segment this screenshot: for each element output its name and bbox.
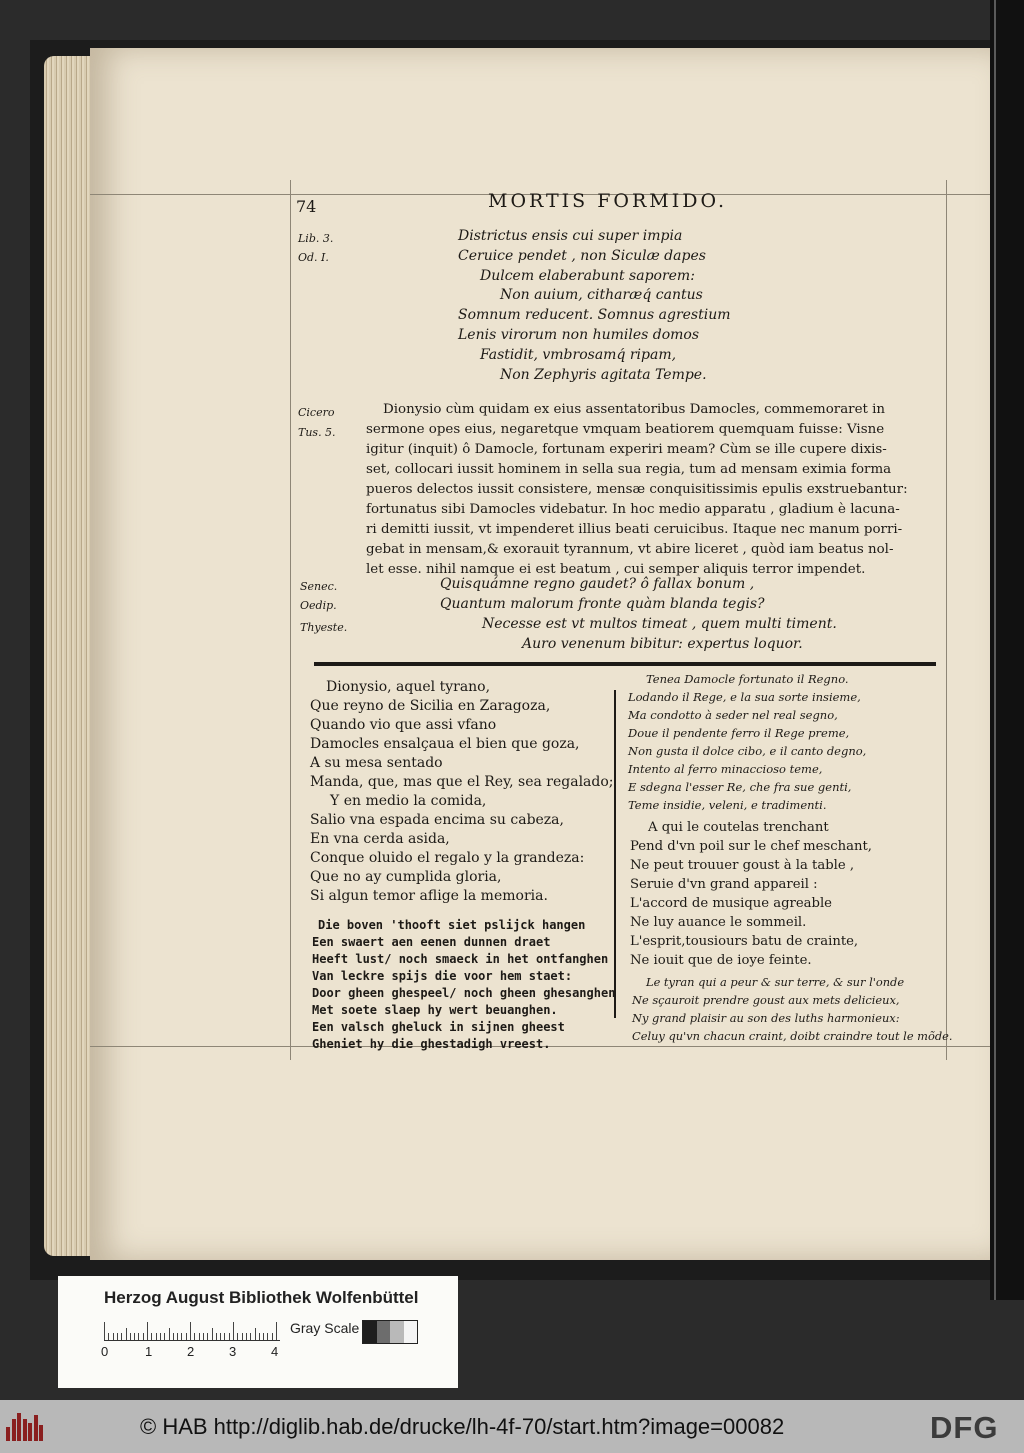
margin-note: Cicero <box>298 406 335 419</box>
ruler-tick <box>164 1333 165 1340</box>
french-quatrain-line: Le tyran qui a peur & sur terre, & sur l'onde <box>646 975 905 989</box>
logo-bar <box>28 1423 32 1441</box>
verse-line: Dulcem elaberabunt saporem: <box>480 268 695 284</box>
ruler-tick <box>181 1333 182 1340</box>
ruler-tick <box>156 1333 157 1340</box>
dutch-line: Die boven 'thooft siet pslijck hangen <box>318 918 586 932</box>
ruler-tick <box>233 1322 234 1340</box>
scanner-edge <box>990 0 1024 1300</box>
ruler-tick <box>104 1322 105 1340</box>
ruler-tick <box>250 1333 251 1340</box>
french-line: Seruie d'vn grand appareil : <box>630 877 818 892</box>
verse-line: Districtus ensis cui super impia <box>458 228 683 244</box>
prose-line: Dionysio cùm quidam ex eius assentatoribus Damocles, commemoraret in <box>383 402 886 417</box>
page-number: 74 <box>296 197 317 216</box>
ruler-tick <box>263 1333 264 1340</box>
scale-number: 1 <box>145 1344 153 1359</box>
logo-bar <box>39 1425 43 1441</box>
ruler-tick <box>130 1333 131 1340</box>
italian-line: Tenea Damocle fortunato il Regno. <box>646 672 849 686</box>
french-line: A qui le coutelas trenchant <box>648 820 829 835</box>
ruler-tick <box>126 1328 127 1340</box>
ruler-tick <box>151 1333 152 1340</box>
ruler-tick <box>272 1333 273 1340</box>
spanish-line: Manda, que, mas que el Rey, sea regalado; <box>310 774 614 790</box>
italian-line: E sdegna l'esser Re, che fra sue genti, <box>628 780 852 794</box>
ruler-tick <box>259 1333 260 1340</box>
spanish-line: Que reyno de Sicilia en Zaragoza, <box>310 698 551 714</box>
gray-swatch <box>390 1321 404 1343</box>
prose-line: fortunatus sibi Damocles videbatur. In hoc medio apparatu , gladium è lacuna- <box>366 502 900 517</box>
running-title: MORTIS FORMIDO. <box>488 190 727 212</box>
gray-swatch <box>404 1321 418 1343</box>
french-line: Pend d'vn poil sur le chef meschant, <box>630 839 872 854</box>
copyright-link[interactable]: © HAB http://diglib.hab.de/drucke/lh-4f-70/start.htm?image=00082 <box>140 1414 785 1439</box>
spanish-line: Conque oluido el regalo y la grandeza: <box>310 850 585 866</box>
rule-left <box>290 180 291 1060</box>
italian-line: Non gusta il dolce cibo, e il canto degno, <box>628 744 867 758</box>
ruler-tick <box>220 1333 221 1340</box>
dutch-line: Heeft lust/ noch smaeck in het ontfanghen <box>312 952 609 966</box>
ruler-tick <box>203 1333 204 1340</box>
logo-bar <box>6 1427 10 1441</box>
italian-line: Lodando il Rege, e la sua sorte insieme, <box>628 690 861 704</box>
ruler-tick <box>267 1333 268 1340</box>
hab-logo-icon[interactable] <box>6 1413 46 1441</box>
french-line: Ne luy auance le sommeil. <box>630 915 807 930</box>
dutch-line: Van leckre spijs die voor hem staet: <box>312 969 573 983</box>
french-line: L'esprit,tousiours batu de crainte, <box>630 934 859 949</box>
ruler-tick <box>190 1322 191 1340</box>
prose-line: sermone opes eius, negaretque vmquam beatiorem quemquam fuisse: Visne <box>366 422 885 437</box>
ruler-tick <box>177 1333 178 1340</box>
ruler-tick <box>143 1333 144 1340</box>
margin-note: Senec. <box>300 580 338 593</box>
prose-line: let esse. nihil namque ei est beatum , cui semper aliquis terror impendet. <box>366 562 866 577</box>
italian-line: Ma condotto à seder nel real segno, <box>628 708 838 722</box>
rule-right <box>946 180 947 1060</box>
ruler-tick <box>237 1333 238 1340</box>
spanish-line: Y en medio la comida, <box>330 793 487 809</box>
italian-line: Teme insidie, veleni, e tradimenti. <box>628 798 827 812</box>
logo-bar <box>34 1415 38 1441</box>
dutch-line: Met soete slaep hy wert beuanghen. <box>312 1003 558 1017</box>
italian-line: Doue il pendente ferro il Rege preme, <box>628 726 850 740</box>
spanish-line: Si algun temor aflige la memoria. <box>310 888 548 904</box>
prose-line: pueros delectos iussit consistere, mensæ conquisitissimis epulis exstruebantur: <box>366 482 908 497</box>
dutch-line: Gheniet hy die ghestadigh vreest. <box>312 1037 551 1051</box>
ruler-tick <box>246 1333 247 1340</box>
ruler-tick <box>255 1328 256 1340</box>
logo-bar <box>12 1419 16 1441</box>
ruler-tick <box>194 1333 195 1340</box>
spanish-line: Dionysio, aquel tyrano, <box>326 679 491 695</box>
gray-scale-label: Gray Scale <box>290 1320 360 1336</box>
spanish-line: En vna cerda asida, <box>310 831 450 847</box>
ruler-tick <box>216 1333 217 1340</box>
margin-note: Tus. 5. <box>298 426 336 439</box>
ruler-tick <box>186 1333 187 1340</box>
margin-note: Thyeste. <box>300 621 348 634</box>
dutch-line: Een swaert aen eenen dunnen draet <box>312 935 551 949</box>
spanish-line: Que no ay cumplida gloria, <box>310 869 502 885</box>
margin-note: Od. I. <box>298 251 329 264</box>
verse-line: Fastidit, vmbrosamq́ ripam, <box>480 347 677 363</box>
ruler-tick <box>169 1328 170 1340</box>
prose-line: set, collocari iussit hominem in sella sua regia, tum ad mensam eximia forma <box>366 462 892 477</box>
french-quatrain-line: Ne sçauroit prendre goust aux mets delicieux, <box>632 993 900 1007</box>
prose-line: ri demitti iussit, vt impenderet illius beati ceruicibus. Itaque nec manum porri- <box>366 522 903 537</box>
ruler-tick <box>108 1333 109 1340</box>
logo-bar <box>17 1413 21 1441</box>
spanish-line: A su mesa sentado <box>310 755 443 771</box>
french-quatrain-line: Ny grand plaisir au son des luths harmonieux: <box>632 1011 900 1025</box>
ruler-tick <box>207 1333 208 1340</box>
ruler-tick <box>276 1322 277 1340</box>
dutch-line: Door gheen ghespeel/ noch gheen ghesanghen <box>312 986 616 1000</box>
library-name: Herzog August Bibliothek Wolfenbüttel <box>104 1288 419 1307</box>
ruler-tick <box>160 1333 161 1340</box>
gray-scale-swatches <box>362 1320 418 1344</box>
french-quatrain-line: Celuy qu'vn chacun craint, doibt craindre tout le mõde. <box>632 1029 953 1043</box>
italian-line: Intento al ferro minaccioso teme, <box>628 762 823 776</box>
french-line: Ne peut trouuer goust à la table , <box>630 858 855 873</box>
spanish-line: Damocles ensalçaua el bien que goza, <box>310 736 580 752</box>
dutch-line: Een valsch gheluck in sijnen gheest <box>312 1020 565 1034</box>
prose-line: igitur (inquit) ô Damocle, fortunam experiri meam? Cùm se ille cupere dixis- <box>366 442 887 457</box>
verse-line: Quantum malorum fronte quàm blanda tegis? <box>440 596 765 612</box>
ruler-tick <box>134 1333 135 1340</box>
ruler-tick <box>212 1328 213 1340</box>
verse-line: Non auium, citharæq́ cantus <box>500 287 703 303</box>
scale-number: 0 <box>101 1344 109 1359</box>
verse-line: Auro venenum bibitur: expertus loquor. <box>522 636 803 652</box>
spanish-line: Salio vna espada encima su cabeza, <box>310 812 564 828</box>
margin-note: Lib. 3. <box>298 232 334 245</box>
scale-number: 3 <box>229 1344 237 1359</box>
verse-line: Quisquámne regno gaudet? ô fallax bonum , <box>440 576 755 592</box>
spanish-line: Quando vio que assi vfano <box>310 717 497 733</box>
verse-line: Ceruice pendet , non Siculæ dapes <box>458 248 706 264</box>
french-line: L'accord de musique agreable <box>630 896 832 911</box>
gray-swatch <box>377 1321 391 1343</box>
verse-line: Somnum reducent. Somnus agrestium <box>458 307 731 323</box>
margin-note: Oedip. <box>300 599 337 612</box>
verse-line: Lenis virorum non humiles domos <box>458 327 700 343</box>
ruler-tick <box>113 1333 114 1340</box>
prose-line: gebat in mensam,& exorauit tyrannum, vt abire liceret , quòd iam beatus nol- <box>366 542 894 557</box>
scale-number: 2 <box>187 1344 195 1359</box>
gray-swatch <box>363 1321 377 1343</box>
ruler-tick <box>117 1333 118 1340</box>
scale-number: 4 <box>271 1344 279 1359</box>
section-divider <box>314 662 936 666</box>
dfg-logo[interactable]: DFG <box>930 1410 999 1445</box>
ruler-tick <box>242 1333 243 1340</box>
column-divider <box>614 690 616 1018</box>
verse-line: Non Zephyris agitata Tempe. <box>500 367 707 383</box>
ruler-tick <box>199 1333 200 1340</box>
ruler-tick <box>224 1333 225 1340</box>
book-page-edges <box>44 56 96 1256</box>
logo-bar <box>23 1419 27 1441</box>
ruler-tick <box>173 1333 174 1340</box>
ruler-tick <box>229 1333 230 1340</box>
scale-ruler <box>104 1322 280 1341</box>
ruler-tick <box>147 1322 148 1340</box>
french-line: Ne iouit que de ioye feinte. <box>630 953 812 968</box>
verse-line: Necesse est vt multos timeat , quem multi timent. <box>482 616 837 632</box>
ruler-tick <box>121 1333 122 1340</box>
ruler-tick <box>138 1333 139 1340</box>
